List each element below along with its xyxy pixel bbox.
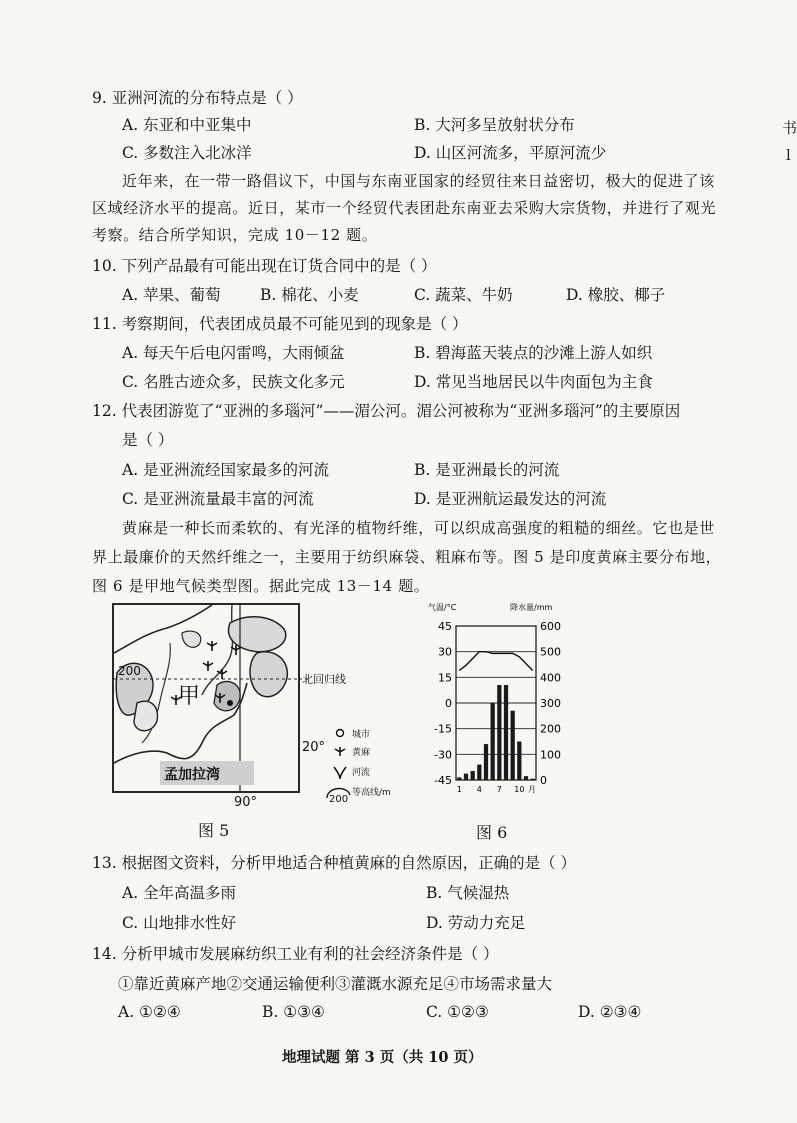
jute-icon bbox=[335, 747, 345, 756]
precip-bar bbox=[491, 703, 495, 780]
q14-option-b[interactable]: B. ①③④ bbox=[262, 1003, 325, 1021]
q9-option-b[interactable]: B. 大河多呈放射状分布 bbox=[414, 116, 575, 134]
passage2-line-2: 界上最廉价的天然纤维之一，主要用于纺织麻袋、粗麻布等。图 5 是印度黄麻主要分布地， bbox=[92, 548, 722, 566]
contour-small bbox=[182, 631, 201, 647]
q11-stem: 11. 考察期间，代表团成员最不可能见到的现象是（ ） bbox=[92, 315, 468, 333]
q9-option-c[interactable]: C. 多数注入北冰洋 bbox=[122, 144, 252, 162]
q10-option-c[interactable]: C. 蔬菜、牛奶 bbox=[414, 286, 513, 304]
city-icon bbox=[337, 730, 344, 737]
y-tick-label: -45 bbox=[434, 774, 452, 787]
q13-stem: 13. 根据图文资料，分析甲地适合种植黄麻的自然原因，正确的是（ ） bbox=[92, 854, 577, 872]
q12-option-d[interactable]: D. 是亚洲航运最发达的河流 bbox=[414, 490, 607, 508]
y2-tick-label: 500 bbox=[540, 645, 561, 659]
y2-tick-label: 100 bbox=[540, 748, 561, 762]
q11-option-b[interactable]: B. 碧海蓝天装点的沙滩上游人如织 bbox=[414, 344, 653, 362]
legend-jute-label: 黄麻 bbox=[352, 748, 371, 758]
q11-option-a[interactable]: A. 每天午后电闪雷鸣，大雨倾盆 bbox=[122, 344, 345, 362]
map-lat-label: 20° bbox=[302, 740, 326, 755]
contour-north bbox=[229, 617, 286, 652]
q13-option-d[interactable]: D. 劳动力充足 bbox=[426, 914, 526, 932]
map-label-200: 200 bbox=[118, 664, 141, 678]
passage1-line-1: 近年来，在一带一路倡议下，中国与东南亚国家的经贸往来日益密切，极大的促进了该 bbox=[122, 172, 715, 190]
y-tick-label: 0 bbox=[445, 697, 452, 710]
temperature-line bbox=[459, 652, 532, 671]
q10-option-b[interactable]: B. 棉花、小麦 bbox=[260, 286, 359, 304]
y-tick-label: 30 bbox=[438, 645, 452, 659]
precip-bar bbox=[484, 744, 488, 780]
legend-contour-label: 等高线/m bbox=[352, 788, 391, 798]
q9-option-d[interactable]: D. 山区河流多，平原河流少 bbox=[414, 144, 607, 162]
q12-option-b[interactable]: B. 是亚洲最长的河流 bbox=[414, 461, 560, 479]
q14-stem: 14. 分析甲城市发展麻纺织工业有利的社会经济条件是（ ） bbox=[92, 945, 499, 963]
q11-option-d[interactable]: D. 常见当地居民以牛肉面包为主食 bbox=[414, 373, 653, 391]
q12-option-c[interactable]: C. 是亚洲流量最丰富的河流 bbox=[122, 490, 314, 508]
q14-option-a[interactable]: A. ①②④ bbox=[118, 1003, 181, 1021]
y2-tick-label: 200 bbox=[540, 722, 561, 736]
y-tick-label: 45 bbox=[438, 620, 452, 633]
x-tick-label: 月 bbox=[528, 785, 536, 794]
x-tick-label: 1 bbox=[456, 785, 462, 794]
city-dot bbox=[227, 700, 233, 706]
x-tick-label: 7 bbox=[496, 785, 502, 794]
y-axis-title: 气温/°C bbox=[428, 603, 457, 612]
map-label-jia: 甲 bbox=[178, 684, 201, 709]
legend-city-label: 城市 bbox=[352, 730, 371, 740]
q9-stem: 9. 亚洲河流的分布特点是（ ） bbox=[92, 89, 303, 107]
y2-axis-title: 降水量/mm bbox=[510, 603, 553, 612]
legend-river-label: 河流 bbox=[352, 768, 371, 778]
map-bay-label: 孟加拉湾 bbox=[164, 767, 220, 783]
figure-5-map bbox=[112, 603, 412, 813]
figure-6-climate-chart bbox=[426, 600, 566, 800]
q13-option-a[interactable]: A. 全年高温多雨 bbox=[122, 884, 237, 902]
map-drawing bbox=[112, 603, 412, 813]
map-tropic-label: 北回归线 bbox=[302, 673, 346, 686]
y2-tick-label: 0 bbox=[540, 774, 547, 787]
q12-stem-2: 是（ ） bbox=[122, 431, 174, 449]
page-footer: 地理试题 第 3 页（共 10 页） bbox=[282, 1049, 483, 1066]
river-icon bbox=[334, 767, 346, 779]
q10-option-a[interactable]: A. 苹果、葡萄 bbox=[122, 286, 221, 304]
q13-option-c[interactable]: C. 山地排水性好 bbox=[122, 914, 237, 932]
precip-bar bbox=[497, 685, 501, 780]
q10-option-d[interactable]: D. 橡胶、椰子 bbox=[566, 286, 666, 304]
passage2-line-3: 图 6 是甲地气候类型图。据此完成 13－14 题。 bbox=[92, 577, 430, 595]
precip-bar bbox=[477, 765, 481, 780]
precip-bar bbox=[457, 777, 461, 780]
y-tick-label: 15 bbox=[438, 671, 452, 685]
map-lon-label: 90° bbox=[234, 795, 258, 810]
contour-east bbox=[250, 652, 287, 697]
precip-bar bbox=[471, 771, 475, 780]
q9-option-a[interactable]: A. 东亚和中亚集中 bbox=[122, 116, 252, 134]
precip-bar bbox=[464, 774, 468, 780]
passage1-line-2: 区域经济水平的提高。近日，某市一个经贸代表团赴东南亚去采购大宗货物，并进行了观光 bbox=[92, 199, 717, 217]
map-legend bbox=[327, 728, 391, 805]
precip-bar bbox=[511, 711, 515, 780]
x-tick-label: 10 bbox=[514, 785, 525, 794]
precip-bar bbox=[524, 776, 528, 780]
q13-option-b[interactable]: B. 气候湿热 bbox=[426, 884, 510, 902]
precip-bar bbox=[504, 685, 508, 780]
figure-5-caption: 图 5 bbox=[198, 821, 230, 840]
q14-items: ①靠近黄麻产地②交通运输便利③灌溉水源充足④市场需求量大 bbox=[118, 975, 553, 993]
q10-stem: 10. 下列产品最有可能出现在订货合同中的是（ ） bbox=[92, 257, 437, 275]
q14-option-c[interactable]: C. ①②③ bbox=[426, 1003, 489, 1021]
passage2-line-1: 黄麻是一种长而柔软的、有光泽的植物纤维，可以织成高强度的粗糙的细丝。它也是世 bbox=[122, 519, 715, 537]
q12-option-a[interactable]: A. 是亚洲流经国家最多的河流 bbox=[122, 461, 330, 479]
precip-bar bbox=[517, 742, 521, 781]
y2-tick-label: 300 bbox=[540, 697, 561, 710]
y-tick-label: -15 bbox=[434, 722, 452, 736]
x-tick-label: 4 bbox=[476, 785, 482, 794]
contour-west-2 bbox=[134, 701, 157, 731]
y-tick-label: -30 bbox=[434, 748, 452, 762]
q14-option-d[interactable]: D. ②③④ bbox=[578, 1003, 642, 1021]
passage1-line-3: 考察。结合所学知识，完成 10－12 题。 bbox=[92, 226, 378, 244]
q11-option-c[interactable]: C. 名胜古迹众多，民族文化多元 bbox=[122, 373, 345, 391]
legend-contour-value: 200 bbox=[329, 794, 349, 805]
precip-bar bbox=[531, 779, 535, 780]
q12-stem: 12. 代表团游览了“亚洲的多瑙河”——湄公河。湄公河被称为“亚洲多瑙河”的主要原因 bbox=[92, 402, 681, 420]
edge-mark-2: l bbox=[786, 146, 791, 164]
figure-6-caption: 图 6 bbox=[476, 823, 508, 842]
y2-tick-label: 600 bbox=[540, 620, 561, 633]
edge-mark-1: 书 bbox=[782, 119, 797, 137]
y2-tick-label: 400 bbox=[540, 671, 561, 685]
